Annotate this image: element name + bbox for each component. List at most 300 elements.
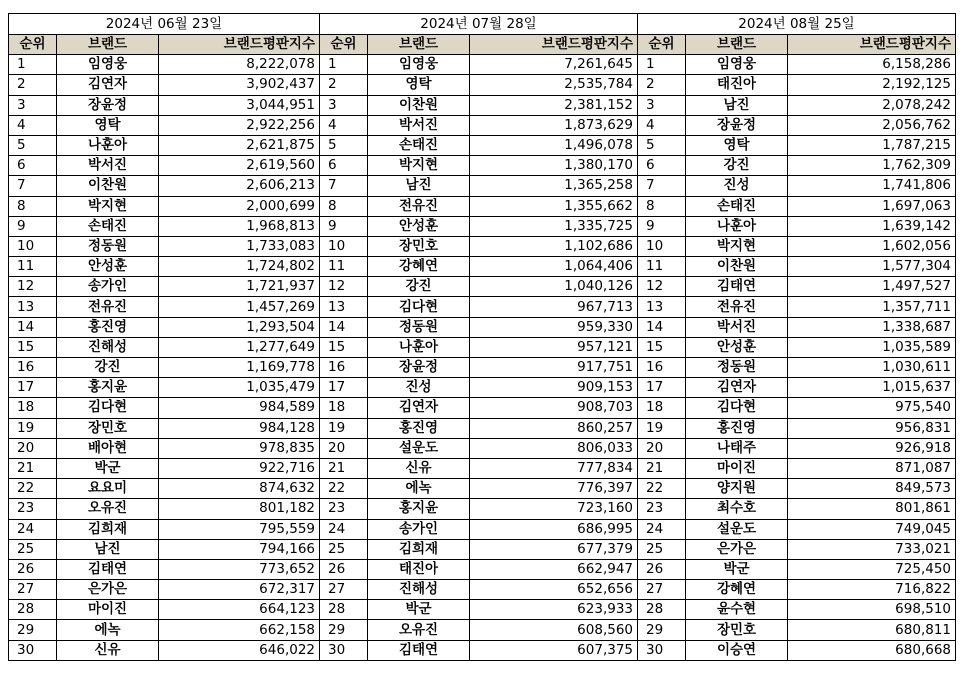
score-cell: 1,873,629 [470, 115, 638, 135]
score-cell: 917,751 [470, 358, 638, 378]
table-row [638, 378, 956, 398]
table-row [9, 479, 320, 499]
score-cell: 607,375 [470, 640, 638, 660]
brand-cell: 안성훈 [686, 337, 788, 357]
brand-cell: 영탁 [368, 75, 470, 95]
score-cell: 1,064,406 [470, 257, 638, 277]
column-header-rank: 순위 [9, 35, 57, 55]
table-row [9, 458, 320, 478]
brand-cell: 남진 [57, 539, 159, 559]
rank-cell: 14 [638, 317, 686, 337]
brand-cell: 에녹 [368, 479, 470, 499]
score-cell: 1,741,806 [788, 176, 956, 196]
table-row [638, 398, 956, 418]
table-row [9, 519, 320, 539]
rank-cell: 21 [9, 458, 57, 478]
table-row [320, 559, 638, 579]
score-cell: 1,335,725 [470, 216, 638, 236]
brand-cell: 박군 [368, 600, 470, 620]
rank-cell: 5 [320, 135, 368, 155]
score-cell: 777,834 [470, 458, 638, 478]
brand-cell: 나훈아 [368, 337, 470, 357]
rank-cell: 4 [320, 115, 368, 135]
rank-cell: 16 [320, 358, 368, 378]
rank-cell: 3 [9, 95, 57, 115]
score-cell: 956,831 [788, 418, 956, 438]
table-row [9, 398, 320, 418]
rank-cell: 7 [320, 176, 368, 196]
score-cell: 1,733,083 [159, 236, 320, 256]
brand-cell: 장윤정 [686, 115, 788, 135]
table-row [638, 620, 956, 640]
rank-cell: 30 [638, 640, 686, 660]
brand-cell: 장민호 [368, 236, 470, 256]
brand-cell: 오유진 [368, 620, 470, 640]
rank-cell: 6 [9, 156, 57, 176]
brand-cell: 김태연 [368, 640, 470, 660]
rank-cell: 14 [320, 317, 368, 337]
rank-cell: 11 [320, 257, 368, 277]
rank-cell: 24 [9, 519, 57, 539]
brand-cell: 장윤정 [57, 95, 159, 115]
rank-cell: 20 [320, 438, 368, 458]
score-cell: 908,703 [470, 398, 638, 418]
brand-cell: 오유진 [57, 499, 159, 519]
rank-cell: 15 [638, 337, 686, 357]
table-row [9, 196, 320, 216]
table-row [9, 539, 320, 559]
table-row [320, 620, 638, 640]
table-row [638, 277, 956, 297]
brand-cell: 손태진 [686, 196, 788, 216]
table-row [9, 216, 320, 236]
score-cell: 871,087 [788, 458, 956, 478]
column-header-brand: 브랜드 [686, 35, 788, 55]
rank-cell: 2 [9, 75, 57, 95]
brand-cell: 박지현 [57, 196, 159, 216]
score-cell: 8,222,078 [159, 55, 320, 75]
score-cell: 860,257 [470, 418, 638, 438]
score-cell: 967,713 [470, 297, 638, 317]
table-row [9, 115, 320, 135]
score-cell: 2,535,784 [470, 75, 638, 95]
score-cell: 2,619,560 [159, 156, 320, 176]
score-cell: 1,457,269 [159, 297, 320, 317]
score-cell: 922,716 [159, 458, 320, 478]
rank-cell: 20 [9, 438, 57, 458]
table-row [320, 156, 638, 176]
table-row [638, 358, 956, 378]
score-cell: 776,397 [470, 479, 638, 499]
score-cell: 801,182 [159, 499, 320, 519]
brand-cell: 박서진 [57, 156, 159, 176]
table-row [638, 600, 956, 620]
brand-cell: 김연자 [57, 75, 159, 95]
brand-cell: 강혜연 [368, 257, 470, 277]
score-cell: 978,835 [159, 438, 320, 458]
column-header-rank: 순위 [638, 35, 686, 55]
rank-cell: 26 [320, 559, 368, 579]
rank-cell: 13 [9, 297, 57, 317]
score-cell: 1,602,056 [788, 236, 956, 256]
score-cell: 725,450 [788, 559, 956, 579]
table-row [638, 458, 956, 478]
table-row [9, 620, 320, 640]
score-cell: 1,169,778 [159, 358, 320, 378]
score-cell: 1,721,937 [159, 277, 320, 297]
brand-cell: 김태연 [57, 559, 159, 579]
table-row [320, 458, 638, 478]
score-cell: 874,632 [159, 479, 320, 499]
score-cell: 672,317 [159, 580, 320, 600]
rank-cell: 1 [320, 55, 368, 75]
rank-cell: 8 [320, 196, 368, 216]
brand-cell: 박지현 [686, 236, 788, 256]
table-row [9, 95, 320, 115]
column-header-score: 브랜드평판지수 [470, 35, 638, 55]
ranking-table-2 [319, 13, 638, 661]
table-row [320, 135, 638, 155]
score-cell: 2,621,875 [159, 135, 320, 155]
rank-cell: 25 [9, 539, 57, 559]
brand-cell: 홍진영 [368, 418, 470, 438]
column-header-score: 브랜드평판지수 [788, 35, 956, 55]
score-cell: 909,153 [470, 378, 638, 398]
rank-cell: 22 [638, 479, 686, 499]
score-cell: 984,128 [159, 418, 320, 438]
score-cell: 2,922,256 [159, 115, 320, 135]
brand-cell: 남진 [368, 176, 470, 196]
table-row [320, 75, 638, 95]
rank-cell: 7 [638, 176, 686, 196]
brand-cell: 양지원 [686, 479, 788, 499]
score-cell: 646,022 [159, 640, 320, 660]
table-row [320, 418, 638, 438]
table-row [638, 115, 956, 135]
table-row [320, 115, 638, 135]
rank-cell: 28 [9, 600, 57, 620]
score-cell: 1,365,258 [470, 176, 638, 196]
table-row [638, 75, 956, 95]
brand-cell: 홍지윤 [57, 378, 159, 398]
brand-cell: 강진 [368, 277, 470, 297]
score-cell: 2,606,213 [159, 176, 320, 196]
rank-cell: 4 [638, 115, 686, 135]
score-cell: 1,293,504 [159, 317, 320, 337]
table-row [9, 277, 320, 297]
table-row [320, 640, 638, 660]
table-row [638, 297, 956, 317]
rank-cell: 4 [9, 115, 57, 135]
brand-cell: 나훈아 [686, 216, 788, 236]
rank-cell: 20 [638, 438, 686, 458]
table-row [320, 55, 638, 75]
score-cell: 975,540 [788, 398, 956, 418]
rank-cell: 15 [9, 337, 57, 357]
rank-cell: 25 [320, 539, 368, 559]
brand-cell: 안성훈 [368, 216, 470, 236]
rank-cell: 22 [320, 479, 368, 499]
rank-cell: 5 [9, 135, 57, 155]
rank-cell: 8 [638, 196, 686, 216]
table-row [638, 55, 956, 75]
brand-cell: 박지현 [368, 156, 470, 176]
rank-cell: 27 [638, 580, 686, 600]
score-cell: 7,261,645 [470, 55, 638, 75]
rank-cell: 6 [320, 156, 368, 176]
brand-cell: 진성 [368, 378, 470, 398]
rank-cell: 13 [320, 297, 368, 317]
table-row [320, 378, 638, 398]
brand-cell: 진성 [686, 176, 788, 196]
brand-cell: 송가인 [57, 277, 159, 297]
rank-cell: 18 [638, 398, 686, 418]
score-cell: 3,044,951 [159, 95, 320, 115]
table-row [320, 216, 638, 236]
score-cell: 1,015,637 [788, 378, 956, 398]
rank-cell: 30 [320, 640, 368, 660]
table-row [9, 559, 320, 579]
rank-cell: 16 [9, 358, 57, 378]
table-row [9, 378, 320, 398]
column-header-brand: 브랜드 [57, 35, 159, 55]
rank-cell: 26 [9, 559, 57, 579]
brand-cell: 신유 [368, 458, 470, 478]
rank-cell: 2 [638, 75, 686, 95]
score-cell: 6,158,286 [788, 55, 956, 75]
rank-cell: 10 [638, 236, 686, 256]
score-cell: 1,762,309 [788, 156, 956, 176]
score-cell: 723,160 [470, 499, 638, 519]
score-cell: 2,381,152 [470, 95, 638, 115]
rank-cell: 11 [638, 257, 686, 277]
rank-cell: 1 [638, 55, 686, 75]
score-cell: 1,968,813 [159, 216, 320, 236]
rank-cell: 25 [638, 539, 686, 559]
score-cell: 662,947 [470, 559, 638, 579]
brand-cell: 박군 [57, 458, 159, 478]
table-row [9, 75, 320, 95]
table-row [638, 216, 956, 236]
brand-cell: 은가은 [57, 580, 159, 600]
score-cell: 664,123 [159, 600, 320, 620]
brand-cell: 강진 [57, 358, 159, 378]
rank-cell: 10 [320, 236, 368, 256]
score-cell: 926,918 [788, 438, 956, 458]
table-row [320, 438, 638, 458]
score-cell: 1,724,802 [159, 257, 320, 277]
table-row [638, 519, 956, 539]
score-cell: 957,121 [470, 337, 638, 357]
table-date: 2024년 07월 28일 [320, 14, 638, 35]
rank-cell: 27 [320, 580, 368, 600]
score-cell: 1,787,215 [788, 135, 956, 155]
table-row [9, 499, 320, 519]
brand-cell: 김희재 [368, 539, 470, 559]
rank-cell: 2 [320, 75, 368, 95]
table-row [320, 398, 638, 418]
brand-cell: 박군 [686, 559, 788, 579]
rank-cell: 17 [320, 378, 368, 398]
table-row [638, 539, 956, 559]
table-row [638, 156, 956, 176]
brand-cell: 박서진 [368, 115, 470, 135]
brand-cell: 설운도 [368, 438, 470, 458]
table-row [9, 55, 320, 75]
table-row [320, 95, 638, 115]
rank-cell: 29 [320, 620, 368, 640]
rank-cell: 12 [320, 277, 368, 297]
table-row [638, 559, 956, 579]
rank-cell: 19 [320, 418, 368, 438]
brand-cell: 이찬원 [686, 257, 788, 277]
brand-cell: 장민호 [57, 418, 159, 438]
rank-cell: 7 [9, 176, 57, 196]
brand-cell: 김다현 [57, 398, 159, 418]
table-row [320, 277, 638, 297]
score-cell: 1,035,589 [788, 337, 956, 357]
table-row [320, 317, 638, 337]
table-row [320, 580, 638, 600]
rank-cell: 17 [9, 378, 57, 398]
rank-cell: 23 [320, 499, 368, 519]
rank-cell: 18 [9, 398, 57, 418]
rank-cell: 23 [9, 499, 57, 519]
brand-cell: 진해성 [57, 337, 159, 357]
brand-cell: 배아현 [57, 438, 159, 458]
brand-cell: 태진아 [368, 559, 470, 579]
table-row [9, 156, 320, 176]
brand-cell: 정동원 [368, 317, 470, 337]
rank-cell: 22 [9, 479, 57, 499]
brand-cell: 김희재 [57, 519, 159, 539]
table-row [638, 257, 956, 277]
brand-cell: 김연자 [368, 398, 470, 418]
table-row [320, 519, 638, 539]
table-row [9, 176, 320, 196]
table-row [320, 539, 638, 559]
brand-cell: 은가은 [686, 539, 788, 559]
score-cell: 1,497,527 [788, 277, 956, 297]
score-cell: 773,652 [159, 559, 320, 579]
rank-cell: 16 [638, 358, 686, 378]
brand-cell: 윤수현 [686, 600, 788, 620]
table-row [638, 317, 956, 337]
score-cell: 1,380,170 [470, 156, 638, 176]
table-row [320, 479, 638, 499]
rank-cell: 28 [638, 600, 686, 620]
brand-cell: 전유진 [368, 196, 470, 216]
score-cell: 1,102,686 [470, 236, 638, 256]
table-row [9, 358, 320, 378]
rank-cell: 24 [638, 519, 686, 539]
brand-cell: 남진 [686, 95, 788, 115]
table-row [638, 580, 956, 600]
table-row [320, 176, 638, 196]
score-cell: 1,639,142 [788, 216, 956, 236]
table-row [320, 257, 638, 277]
score-cell: 1,496,078 [470, 135, 638, 155]
brand-cell: 전유진 [686, 297, 788, 317]
ranking-table-1 [8, 13, 320, 661]
table-row [9, 418, 320, 438]
score-cell: 806,033 [470, 438, 638, 458]
brand-cell: 진해성 [368, 580, 470, 600]
score-cell: 795,559 [159, 519, 320, 539]
score-cell: 984,589 [159, 398, 320, 418]
table-row [320, 297, 638, 317]
score-cell: 608,560 [470, 620, 638, 640]
rank-cell: 9 [638, 216, 686, 236]
brand-cell: 송가인 [368, 519, 470, 539]
rank-cell: 21 [638, 458, 686, 478]
table-row [320, 600, 638, 620]
rank-cell: 10 [9, 236, 57, 256]
score-cell: 2,192,125 [788, 75, 956, 95]
brand-cell: 홍지윤 [368, 499, 470, 519]
score-cell: 1,040,126 [470, 277, 638, 297]
score-cell: 2,078,242 [788, 95, 956, 115]
brand-cell: 마이진 [686, 458, 788, 478]
table-row [638, 640, 956, 660]
rank-cell: 3 [320, 95, 368, 115]
rank-cell: 12 [9, 277, 57, 297]
brand-cell: 요요미 [57, 479, 159, 499]
brand-cell: 마이진 [57, 600, 159, 620]
table-row [638, 438, 956, 458]
rank-cell: 15 [320, 337, 368, 357]
rank-cell: 8 [9, 196, 57, 216]
table-row [638, 479, 956, 499]
table-row [9, 600, 320, 620]
rank-cell: 3 [638, 95, 686, 115]
rank-cell: 9 [9, 216, 57, 236]
rank-cell: 13 [638, 297, 686, 317]
table-row [638, 135, 956, 155]
brand-cell: 정동원 [686, 358, 788, 378]
score-cell: 959,330 [470, 317, 638, 337]
score-cell: 677,379 [470, 539, 638, 559]
table-row [638, 337, 956, 357]
table-row [320, 499, 638, 519]
brand-cell: 신유 [57, 640, 159, 660]
brand-cell: 나태주 [686, 438, 788, 458]
score-cell: 2,000,699 [159, 196, 320, 216]
rank-cell: 14 [9, 317, 57, 337]
table-row [9, 438, 320, 458]
score-cell: 662,158 [159, 620, 320, 640]
rank-cell: 12 [638, 277, 686, 297]
brand-cell: 에녹 [57, 620, 159, 640]
brand-cell: 이찬원 [57, 176, 159, 196]
rank-cell: 17 [638, 378, 686, 398]
rank-cell: 11 [9, 257, 57, 277]
brand-cell: 이승연 [686, 640, 788, 660]
table-row [638, 196, 956, 216]
table-row [9, 337, 320, 357]
score-cell: 749,045 [788, 519, 956, 539]
table-row [320, 196, 638, 216]
score-cell: 680,811 [788, 620, 956, 640]
brand-cell: 나훈아 [57, 135, 159, 155]
rank-cell: 24 [320, 519, 368, 539]
rank-cell: 6 [638, 156, 686, 176]
rank-cell: 21 [320, 458, 368, 478]
ranking-table-3 [637, 13, 956, 661]
table-row [638, 499, 956, 519]
score-cell: 1,577,304 [788, 257, 956, 277]
brand-cell: 강혜연 [686, 580, 788, 600]
